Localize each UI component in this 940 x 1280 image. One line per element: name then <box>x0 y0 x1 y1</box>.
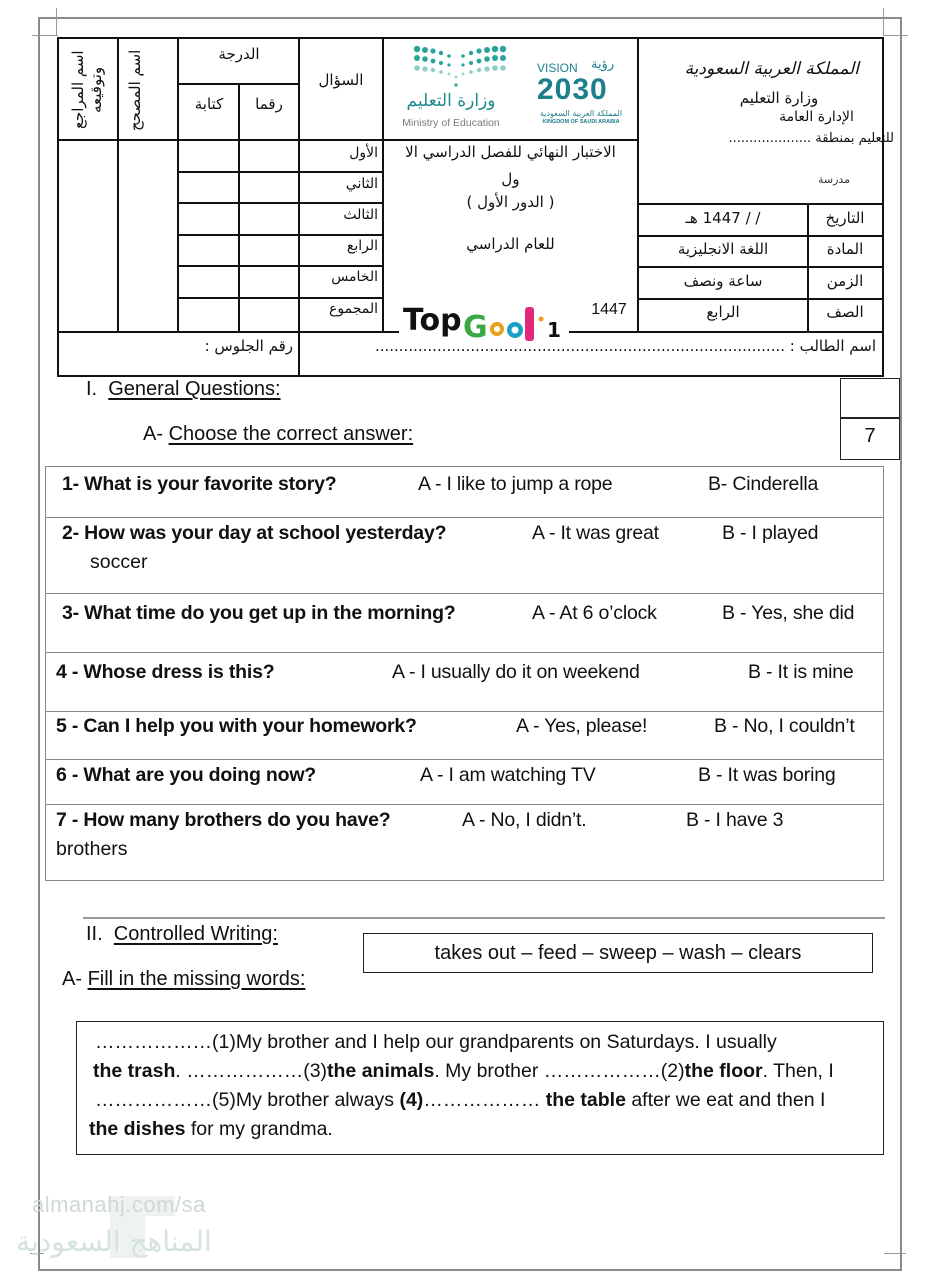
grade-row-label: الأول <box>349 145 378 161</box>
duration-value: ساعة ونصف <box>683 272 763 290</box>
exam-title: الاختبار النهائي للفصل الدراسي الا <box>405 143 616 161</box>
option-b[interactable]: B - I have 3 <box>686 809 784 831</box>
numeric-grade-header: رقما <box>255 95 283 113</box>
grade-row-label: المجموع <box>329 301 378 317</box>
info-label: المادة <box>826 240 864 258</box>
section-divider <box>83 917 885 919</box>
section-2-part-heading <box>62 968 305 991</box>
kingdom-calligraphy: المملكة العربية السعودية <box>684 59 859 79</box>
section-1-score-box <box>840 378 900 460</box>
passage-line <box>89 1086 873 1115</box>
passage-bold: the animals <box>327 1060 435 1082</box>
question-text: 4 - Whose dress is this? <box>56 661 275 683</box>
exam-date: / / 1447 هـ <box>685 209 761 227</box>
option-a[interactable]: A - At 6 o’clock <box>532 602 657 624</box>
blank-2[interactable]: . My brother ………………(2) <box>434 1060 685 1082</box>
blank-1[interactable]: ………………(1) <box>95 1031 236 1053</box>
vision-word-en: VISION <box>537 61 578 75</box>
section-2-title: Controlled Writing: <box>113 923 278 945</box>
passage-bold: the dishes <box>89 1118 186 1140</box>
blank-3[interactable]: . ………………(3) <box>175 1060 328 1082</box>
passage-bold: the floor <box>684 1060 763 1082</box>
vision-kingdom-ar: المملكة العربية السعودية <box>539 109 623 118</box>
section-2-number: II. <box>86 923 103 945</box>
corrector-column-header: اسم المصحح <box>126 49 144 131</box>
seat-number-field[interactable]: رقم الجلوس : <box>204 337 293 355</box>
question-row <box>46 467 883 518</box>
info-label: الصف <box>826 303 864 321</box>
option-a[interactable]: A - It was great <box>532 522 659 544</box>
section-1-title: General Questions: <box>108 378 281 400</box>
question-row <box>46 594 883 653</box>
part-label: A- <box>143 423 163 445</box>
option-b-continued: soccer <box>90 551 148 573</box>
written-grade-header: كتابة <box>194 95 224 113</box>
option-b-continued: brothers <box>56 838 128 860</box>
grade-row-label: الخامس <box>331 269 378 285</box>
grade-row-label: الثاني <box>345 176 378 192</box>
passage-line <box>89 1057 873 1086</box>
ministry-name: وزارة التعليم <box>739 89 819 107</box>
question-text: 2- How was your day at school yesterday? <box>62 522 447 544</box>
part-title: Choose the correct answer: <box>168 423 414 445</box>
question-row <box>46 805 883 880</box>
vision-2030-logo <box>527 55 635 135</box>
question-row <box>46 760 883 805</box>
passage-text: My brother and I help our grandparents on Saturdays. I usually <box>235 1031 777 1053</box>
question-text: 3- What time do you get up in the morning? <box>62 602 456 624</box>
question-row <box>46 653 883 712</box>
option-b[interactable]: B - No, I couldn’t <box>714 715 855 737</box>
blank-5[interactable]: ………………(5)My brother always <box>95 1089 400 1111</box>
exam-round: ( الدور الأول ) <box>466 193 555 211</box>
section-2-heading <box>86 923 278 946</box>
question-text: 6 - What are you doing now? <box>56 764 317 786</box>
info-label: الزمن <box>826 272 864 290</box>
part-label: A- <box>62 968 82 990</box>
grade-level-value: الرابع <box>706 303 740 321</box>
ministry-of-education-logo <box>387 43 517 135</box>
passage-text: after we eat and then I <box>625 1089 826 1111</box>
watermark-site: almanahj.com/sa <box>32 1192 206 1217</box>
passage-bold: (4) <box>399 1089 424 1111</box>
svg-text:G: G <box>463 310 488 343</box>
passage-text: . Then, I <box>762 1060 834 1082</box>
ministry-logo-english: Ministry of Education <box>402 117 500 129</box>
option-b[interactable]: B - Yes, she did <box>722 602 855 624</box>
option-b[interactable]: B - It was boring <box>698 764 836 786</box>
option-b[interactable]: B - It is mine <box>748 661 854 683</box>
section-1-heading <box>86 378 281 401</box>
student-name-field[interactable]: اسم الطالب : ...................................................................................... <box>374 337 876 355</box>
vision-kingdom-en: KINGDOM OF SAUDI ARABIA <box>542 119 620 125</box>
option-b[interactable]: B - I played <box>722 522 819 544</box>
ministry-logo-arabic: وزارة التعليم <box>406 91 496 111</box>
option-a[interactable]: A - I am watching TV <box>420 764 596 786</box>
question-text: 5 - Can I help you with your homework? <box>56 715 417 737</box>
option-a[interactable]: A - I usually do it on weekend <box>392 661 640 683</box>
fill-in-passage <box>76 1021 884 1155</box>
option-a[interactable]: A - No, I didn’t. <box>462 809 587 831</box>
exam-title-cont: ول <box>501 170 520 188</box>
info-label: التاريخ <box>825 209 865 227</box>
passage-bold: the trash <box>93 1060 176 1082</box>
section-1-score: 7 <box>864 425 876 447</box>
word-bank-box: takes out – feed – sweep – wash – clears <box>363 933 873 973</box>
academic-year: 1447 <box>591 301 627 318</box>
part-title: Fill in the missing words: <box>87 968 306 990</box>
passage-bold: the table <box>545 1089 626 1111</box>
crop-mark <box>32 35 58 36</box>
svg-text:Top: Top <box>403 303 462 338</box>
reviewer-column-header: اسم المراجع وتوقيعه <box>69 50 105 130</box>
blank-4[interactable]: ……………… <box>423 1089 546 1111</box>
question-text: 1- What is your favorite story? <box>62 473 337 495</box>
passage-text: for my grandma. <box>185 1118 333 1140</box>
question-row <box>46 518 883 594</box>
crop-mark <box>884 1253 906 1254</box>
question-column-header: السؤال <box>318 71 364 89</box>
option-b[interactable]: B- Cinderella <box>708 473 819 495</box>
question-row <box>46 712 883 760</box>
general-administration: الإدارة العامة <box>779 109 854 125</box>
watermark-arabic: المناهج السعودية <box>16 1225 212 1258</box>
section-1-number: I. <box>86 378 98 400</box>
passage-line <box>89 1115 873 1144</box>
grade-row-label: الرابع <box>346 238 378 254</box>
exam-header-table <box>57 37 894 377</box>
region-label: للتعليم بمنطقة .................... <box>728 131 894 146</box>
vision-year: 2030 <box>537 73 608 106</box>
multiple-choice-table <box>45 466 884 881</box>
academic-year-label: للعام الدراسي <box>466 235 555 253</box>
crop-mark <box>884 35 908 36</box>
vision-word-ar: رؤية <box>591 57 615 72</box>
section-1-part-heading <box>143 423 413 446</box>
option-a[interactable]: A - Yes, please! <box>516 715 648 737</box>
grade-column-header: الدرجة <box>218 45 260 63</box>
school-label: مدرسة <box>817 173 851 186</box>
crop-mark <box>56 8 57 36</box>
subject-value: اللغة الانجليزية <box>677 240 769 258</box>
question-text: 7 - How many brothers do you have? <box>56 809 391 831</box>
svg-text:1: 1 <box>547 318 561 342</box>
option-a[interactable]: A - I like to jump a rope <box>418 473 613 495</box>
grade-row-label: الثالث <box>343 207 378 223</box>
crop-mark <box>883 8 884 36</box>
passage-line <box>89 1028 873 1057</box>
